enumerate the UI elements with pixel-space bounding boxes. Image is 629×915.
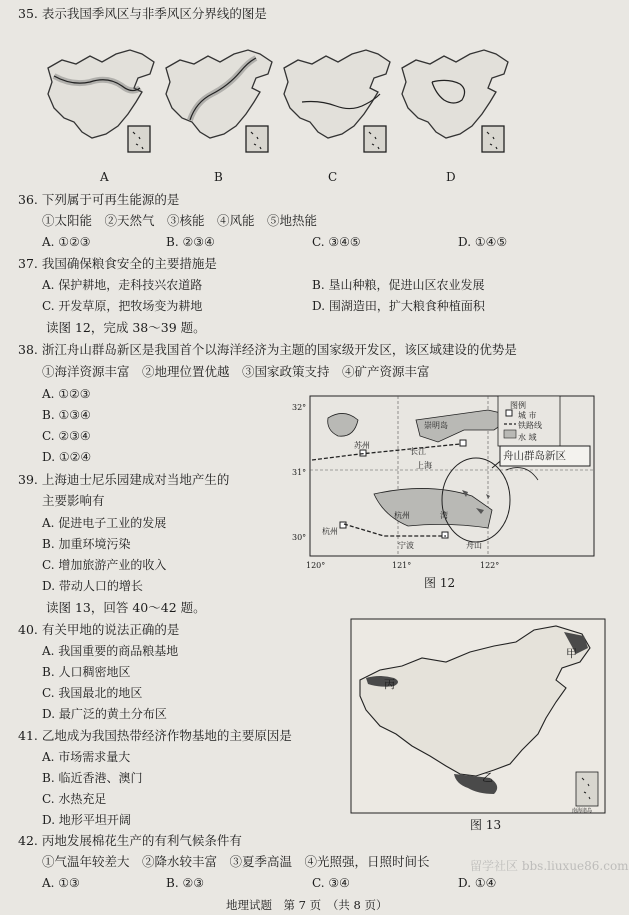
fig12-lat-32: 32° [292, 403, 307, 412]
fig13-caption: 图 13 [470, 818, 502, 832]
q39-option-b: B. 加重环境污染 [42, 537, 131, 551]
fig12-legend-city: 城 市 [518, 411, 537, 420]
q35-map-a [42, 42, 162, 160]
q36-option-c: C. ③④⑤ [312, 235, 361, 249]
q36-option-a: A. ①②③ [42, 235, 91, 249]
fig13-yi: 乙 [482, 771, 493, 784]
q35-label-d: D [446, 170, 456, 184]
q39-stem-line2: 主要影响有 [42, 493, 105, 508]
q36-option-b: B. ②③④ [166, 235, 215, 249]
q40-option-b: B. 人口稠密地区 [42, 665, 131, 679]
fig12-bay: 湾 [440, 511, 448, 520]
q36-stem: 36. 下列属于可再生能源的是 [18, 192, 180, 207]
q35-label-c: C [328, 170, 338, 184]
q42-option-a: A. ①③ [42, 876, 80, 890]
q35-map-c [278, 42, 398, 160]
fig12-callout: 舟山群岛新区 [503, 450, 566, 462]
q42-option-b: B. ②③ [166, 876, 204, 890]
fig12-suzhou: 苏州 [354, 441, 370, 450]
q37-option-b: B. 垦山种粮，促进山区农业发展 [312, 278, 485, 292]
q40-option-d: D. 最广泛的黄土分布区 [42, 707, 167, 721]
q38-option-c: C. ②③④ [42, 429, 91, 443]
fig13-inset-label: 南海诸岛 [572, 808, 593, 814]
q38-stem: 38. 浙江舟山群岛新区是我国首个以海洋经济为主题的国家级开发区，该区域建设的优势是 [18, 342, 517, 357]
fig12-hangzhou-bay: 杭州 [394, 511, 410, 520]
q39-option-a: A. 促进电子工业的发展 [42, 516, 167, 530]
q38-option-a: A. ①②③ [42, 387, 91, 401]
fig12-lon-121: 121° [392, 561, 412, 570]
q40-stem: 40. 有关甲地的说法正确的是 [18, 622, 180, 637]
fig12-ningbo: 宁波 [398, 541, 414, 550]
q41-option-a: A. 市场需求量大 [42, 750, 131, 764]
read-fig12-instruction: 读图 12，完成 38～39 题。 [46, 320, 206, 335]
q41-option-c: C. 水热充足 [42, 792, 107, 806]
q36-option-d: D. ①④⑤ [458, 235, 508, 249]
read-fig13-instruction: 读图 13，回答 40～42 题。 [46, 600, 206, 615]
fig12-lat-30: 30° [292, 533, 307, 542]
fig12-lat-31: 31° [292, 468, 307, 477]
q36-items: ①太阳能 ②天然气 ③核能 ④风能 ⑤地热能 [42, 213, 318, 228]
fig12-legend-title: 图例 [510, 401, 526, 410]
q42-option-c: C. ③④ [312, 876, 350, 890]
q37-option-a: A. 保护耕地，走科技兴农道路 [42, 278, 203, 292]
q42-option-d: D. ①④ [458, 876, 497, 890]
q35-map-b [160, 42, 280, 160]
q35-label-a: A [100, 170, 109, 184]
fig12-hangzhou-city: 杭州 [322, 527, 338, 536]
fig13-jia: 甲 [566, 647, 577, 660]
fig12-caption: 图 12 [424, 576, 456, 590]
q39-option-d: D. 带动人口的增长 [42, 579, 143, 593]
fig12-shanghai: 上海 [416, 461, 432, 470]
q37-option-c: C. 开发草原，把牧场变为耕地 [42, 299, 203, 313]
q41-stem: 41. 乙地成为我国热带经济作物基地的主要原因是 [18, 728, 292, 743]
fig12-lon-122: 122° [480, 561, 500, 570]
fig12-legend-rail: 铁路线 [518, 421, 542, 430]
q39-option-c: C. 增加旅游产业的收入 [42, 558, 167, 572]
q38-option-d: D. ①②④ [42, 450, 92, 464]
q39-stem-line1: 39. 上海迪士尼乐园建成对当地产生的 [18, 472, 230, 487]
fig12-chongming: 崇明岛 [424, 421, 448, 430]
q35-map-d [396, 42, 516, 160]
q38-option-b: B. ①③④ [42, 408, 91, 422]
q42-stem: 42. 丙地发展棉花生产的有利气候条件有 [18, 833, 242, 848]
figure-12-map [288, 390, 604, 570]
q35-label-b: B [214, 170, 223, 184]
fig12-lon-120: 120° [306, 561, 326, 570]
q38-items: ①海洋资源丰富 ②地理位置优越 ③国家政策支持 ④矿产资源丰富 [42, 364, 430, 379]
watermark: 留学社区 bbs.liuxue86.com [470, 859, 629, 873]
fig12-legend-water: 水 域 [518, 433, 537, 442]
q41-option-b: B. 临近香港、澳门 [42, 771, 143, 785]
fig12-zhoushan: 舟山 [466, 541, 482, 550]
q41-option-d: D. 地形平坦开阔 [42, 813, 131, 827]
q40-option-c: C. 我国最北的地区 [42, 686, 143, 700]
q37-option-d: D. 围湖造田，扩大粮食种植面积 [312, 299, 485, 313]
q35-stem: 35. 表示我国季风区与非季风区分界线的图是 [18, 6, 267, 21]
q37-stem: 37. 我国确保粮食安全的主要措施是 [18, 256, 217, 271]
fig12-changjiang: 长江 [410, 447, 426, 456]
page-footer: 地理试题 第 7 页 （共 8 页） [226, 898, 388, 912]
q42-items: ①气温年较差大 ②降水较丰富 ③夏季高温 ④光照强，日照时间长 [42, 854, 430, 869]
q40-option-a: A. 我国重要的商品粮基地 [42, 644, 179, 658]
fig13-bing: 丙 [384, 678, 395, 691]
